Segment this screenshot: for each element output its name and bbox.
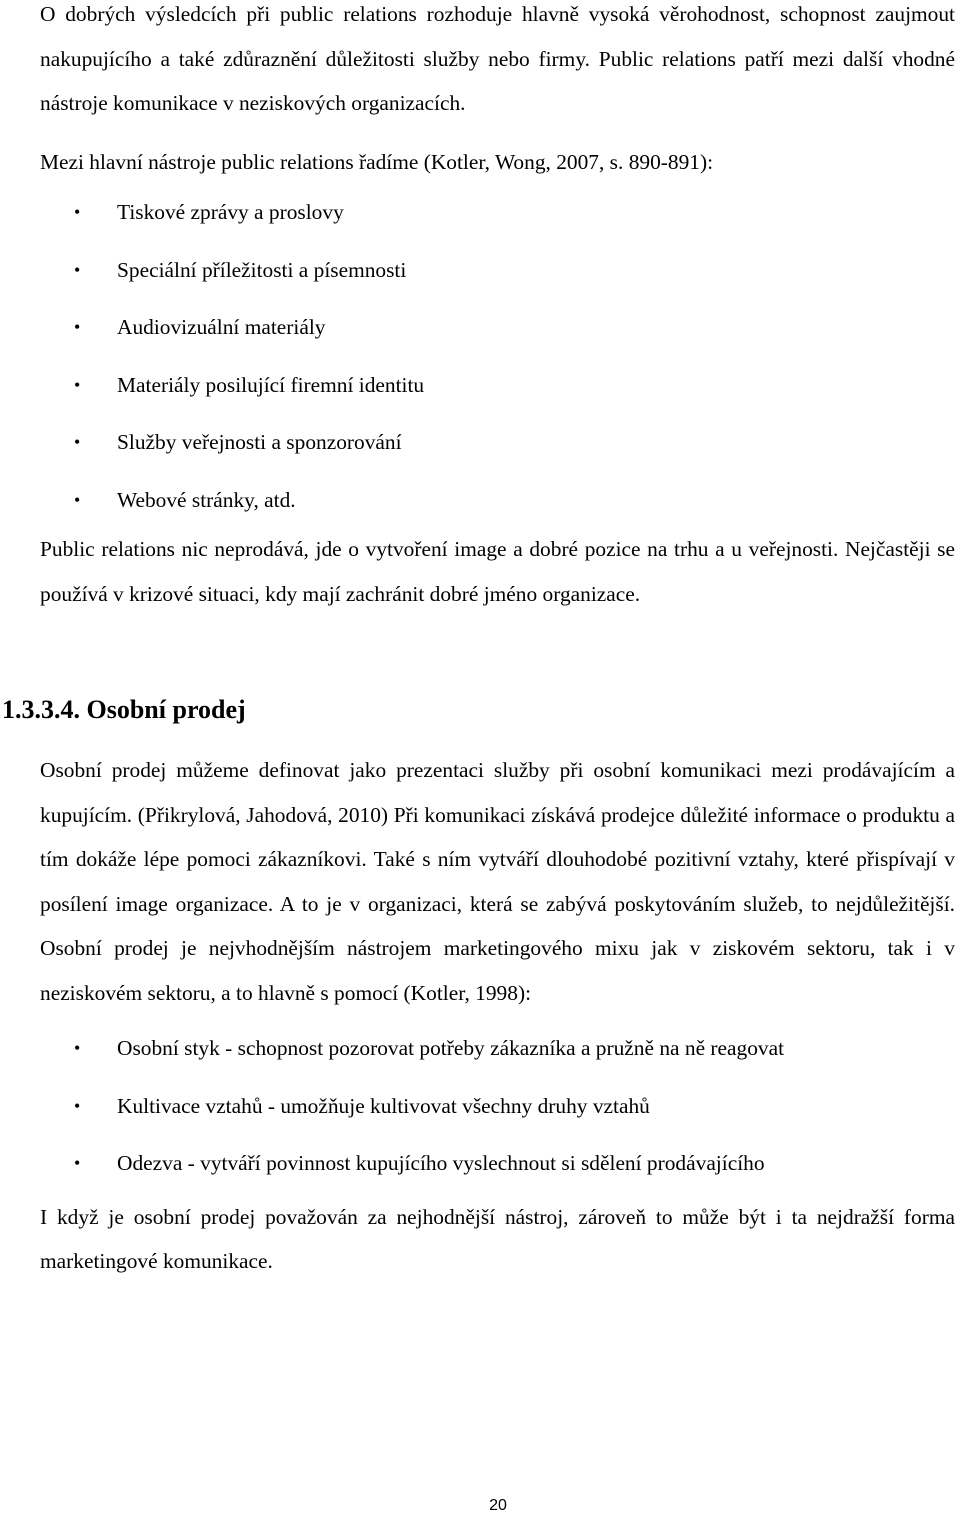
list-item-text: Audiovizuální materiály [117, 315, 326, 339]
list-item-text: Tiskové zprávy a proslovy [117, 200, 344, 224]
list-item [40, 414, 955, 472]
list-item-text: Webové stránky, atd. [117, 487, 296, 512]
list-item-text: Odezva - vytváří povinnost kupujícího vyslechnout si sdělení prodávajícího [117, 1151, 765, 1175]
paragraph-personal-selling: Osobní prodej můžeme definovat jako prezentaci služby při osobní komunikaci mezi prodávajícím a kupujícím. (Přikrylová, Jahodová, 2010) Při komunikaci získává prodejce důležité informace o produktu a tím dokáže lépe pomoci zákazníkovi. Také s ním vytváří dlouhodobé pozitivní vztahy, které přispívají v posílení image organizace. A to je v organizaci, která se zabývá poskytováním služeb, to nejdůležitější. Osobní prodej je nejvhodnějším nástrojem marketingového mixu jak v ziskovém sektoru, tak i v neziskovém sektoru, a to hlavně s pomocí (Kotler, 1998): [40, 758, 955, 1005]
pr-tools-list [40, 184, 955, 529]
bullet-icon: • [74, 1153, 81, 1173]
list-item [40, 1078, 955, 1136]
bullet-icon: • [74, 432, 81, 452]
list-item [40, 1020, 955, 1078]
paragraph-pr-tools-intro: Mezi hlavní nástroje public relations řadíme (Kotler, Wong, 2007, s. 890-891): [40, 149, 714, 174]
page-number: 20 [489, 1497, 507, 1514]
list-item [40, 184, 955, 242]
page-content [2, 0, 955, 1284]
list-item [40, 299, 955, 357]
list-item-text: Osobní styk - schopnost pozorovat potřeby zákazníka a pružně na ně reagovat [117, 1036, 785, 1060]
paragraph-conclusion: I když je osobní prodej považován za nejhodnější nástroj, zároveň to může být i ta nejdražší forma marketingové komunikace. [40, 1204, 955, 1273]
list-item [40, 472, 955, 530]
personal-selling-list [40, 1020, 955, 1193]
list-item [40, 242, 955, 300]
bullet-icon: • [74, 1038, 81, 1058]
list-item [40, 1135, 955, 1193]
paragraph-pr-image: Public relations nic neprodává, jde o vytvoření image a dobré pozice na trhu a u veřejnosti. Nejčastěji se používá v krizové situaci, kdy mají zachránit dobré jméno organizace. [40, 537, 955, 606]
list-item [40, 357, 955, 415]
bullet-icon: • [74, 202, 81, 222]
list-item-text: Speciální příležitosti a písemnosti [117, 257, 407, 282]
bullet-icon: • [74, 317, 81, 337]
bullet-icon: • [74, 489, 81, 510]
section-heading: 1.3.3.4. Osobní prodej [2, 695, 246, 724]
list-item-text: Služby veřejnosti a sponzorování [117, 430, 402, 454]
list-item-text: Kultivace vztahů - umožňuje kultivovat všechny druhy vztahů [117, 1093, 650, 1118]
bullet-icon: • [74, 374, 81, 395]
paragraph-pr-credibility: O dobrých výsledcích při public relations rozhoduje hlavně vysoká věrohodnost, schopnost zaujmout nakupujícího a také zdůraznění důležitosti služby nebo firmy. Public relations patří mezi další vhodné nástroje komunikace v neziskových organizacích. [40, 2, 955, 115]
bullet-icon: • [74, 259, 81, 280]
list-item-text: Materiály posilující firemní identitu [117, 372, 425, 397]
bullet-icon: • [74, 1095, 81, 1116]
